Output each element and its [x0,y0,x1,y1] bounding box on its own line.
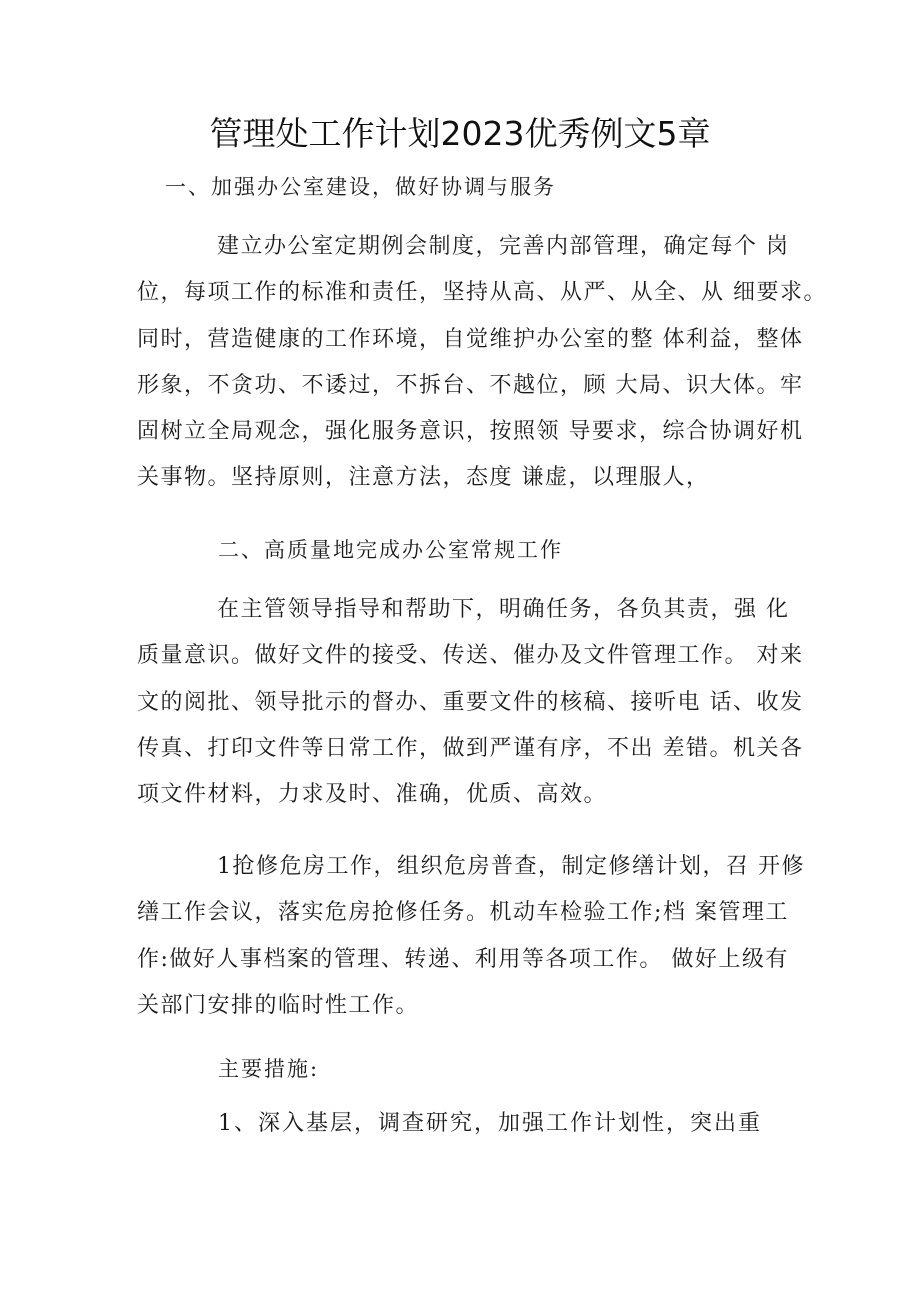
section-heading-1: 一、加强办公室建设，做好协调与服务 [165,175,556,199]
paragraph-line: 建立办公室定期例会制度，完善内部管理，确定每个 岗 [217,234,790,259]
document-title: 管理处工作计划2023优秀例文5章 [209,114,711,153]
paragraph-line: 文的阅批、领导批示的督办、重要文件的核稿、接听电 话、收发 [137,689,804,715]
paragraph-3 [137,844,805,1029]
paragraph-line: 形象，不贪功、不诿过，不拆台、不越位，顾 大局、识大体。牢 [137,372,804,398]
paragraph-line: 缮工作会议，落实危房抢修任务。机动车检验工作;档 案管理工 [137,900,789,926]
paragraph-line: 关部门安排的临时性工作。 [137,992,420,1018]
paragraph-line: 传真、打印文件等日常工作，做到严谨有序，不出 差错。机关各 [137,735,804,761]
paragraph-2 [137,587,804,818]
paragraph-line: 项文件材料，力求及时、准确，优质、高效。 [137,782,608,808]
paragraph-1 [137,224,827,502]
measures-heading: 主要措施: [218,1057,320,1081]
paragraph-line: 在主管领导指导和帮助下，明确任务，各负其责，强 化 [217,597,790,622]
paragraph-line: 同时，营造健康的工作环境，自觉维护办公室的整 体利益，整体 [137,326,804,352]
paragraph-line: 1抢修危房工作，组织危房普查，制定修缮计划，召 开修 [217,854,805,879]
paragraph-line: 位，每项工作的标准和责任，坚持从高、从严、从全、从 细要求。 [137,280,827,306]
paragraph-line: 作:做好人事档案的管理、转递、利用等各项工作。 做好上级有 [137,946,789,972]
paragraph-line: 关事物。坚持原则，注意方法，态度 谦虚，以理服人， [137,465,710,491]
paragraph-line: 固树立全局观念，强化服务意识，按照领 导要求，综合协调好机 [137,419,804,445]
section-heading-2: 二、高质量地完成办公室常规工作 [218,538,563,562]
measure-item-1: 1、深入基层，调查研究，加强工作计划性，突出重 [218,1111,762,1136]
paragraph-line: 质量意识。做好文件的接受、传送、催办及文件管理工作。 对来 [137,643,804,669]
